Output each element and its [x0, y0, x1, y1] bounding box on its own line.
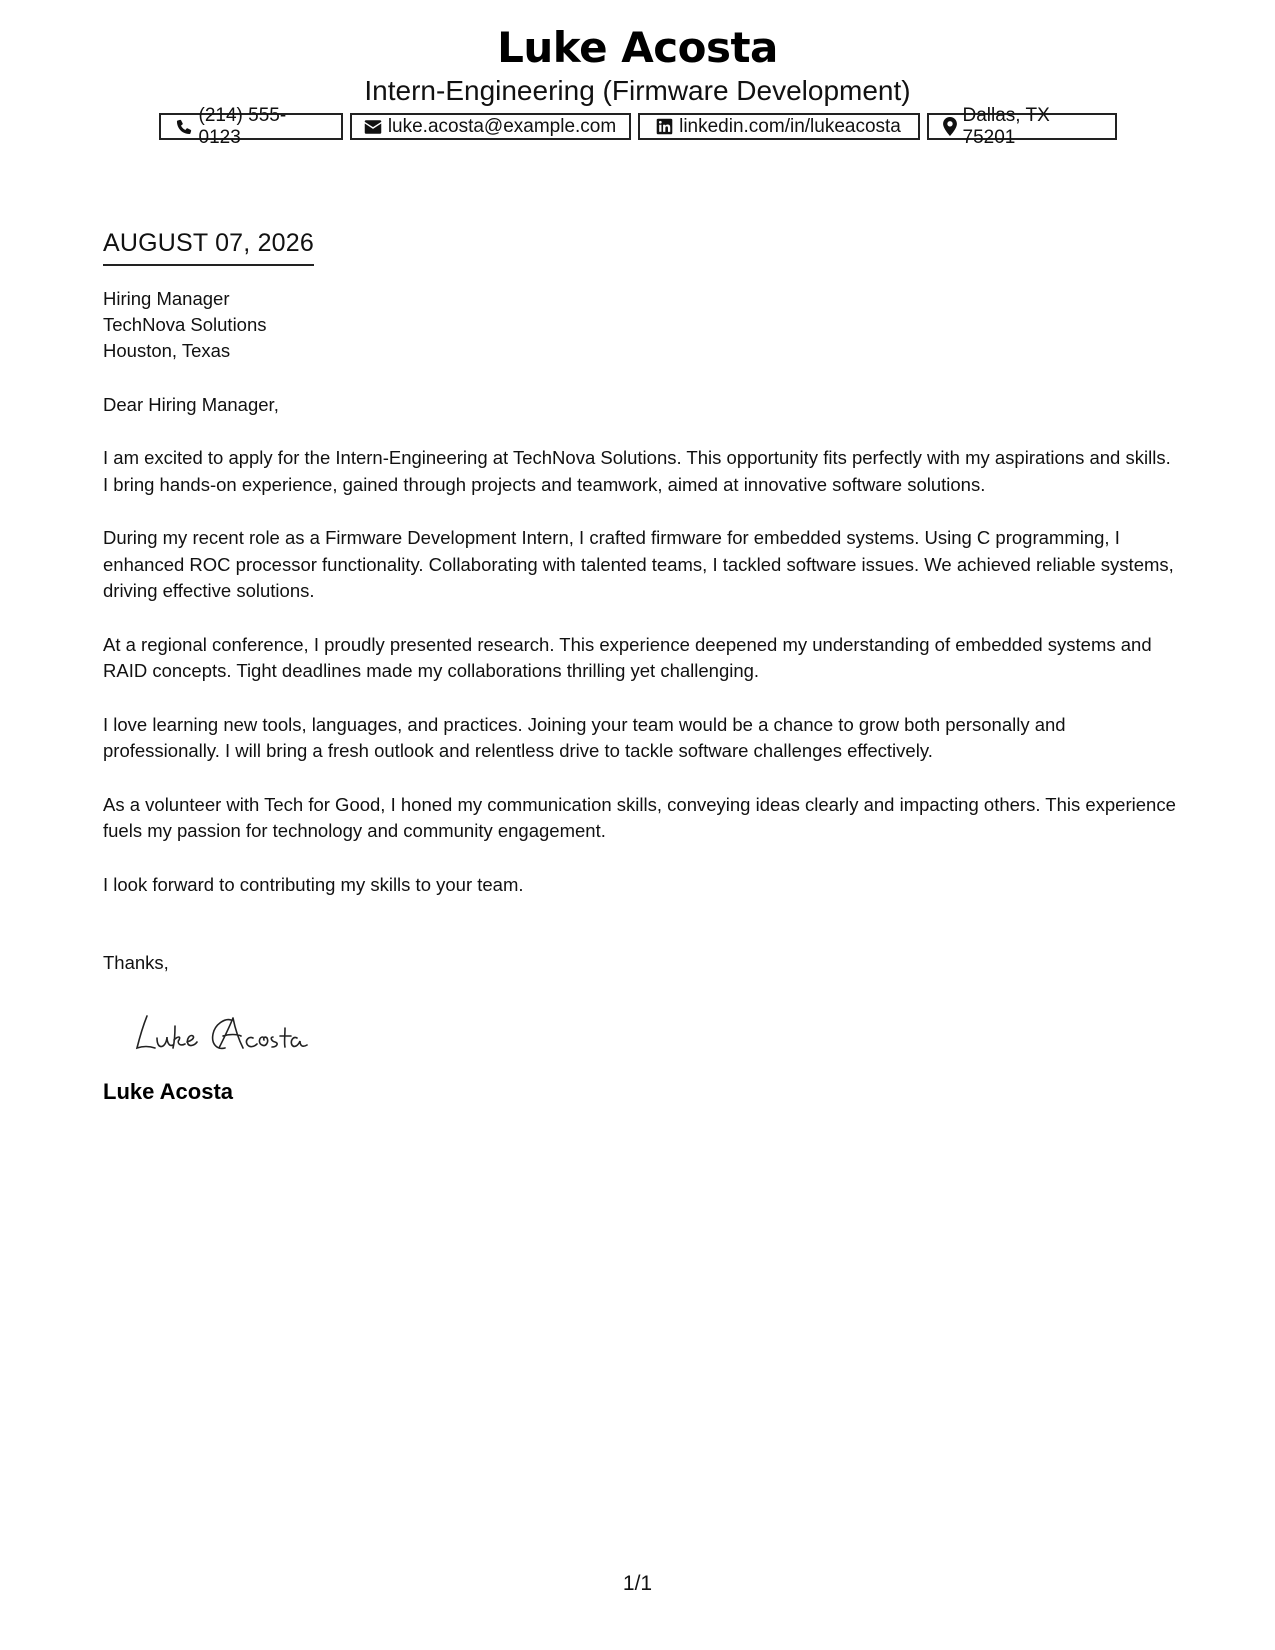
- handwritten-signature: [133, 1006, 1178, 1064]
- salutation: Dear Hiring Manager,: [103, 394, 279, 415]
- body-paragraph: I look forward to contributing my skills to your team.: [103, 873, 524, 895]
- recipient-block: [103, 286, 1178, 364]
- phone-chip: [159, 104, 343, 148]
- body-paragraph: During my recent role as a Firmware Development Intern, I crafted firmware for embedded systems. Using C programming, I enhanced ROC processor functionality. Collaborating with talented teams, I tackled software issues. We achieved reliable systems, driving effective solutions.: [103, 527, 1174, 601]
- signed-name: Luke Acosta: [103, 1079, 234, 1104]
- phone-number: (214) 555-0123: [198, 104, 287, 148]
- contact-bar: [0, 104, 1275, 148]
- recipient-line: Hiring Manager: [103, 288, 230, 309]
- applicant-name: Luke Acosta: [497, 23, 778, 72]
- linkedin-chip: [638, 113, 920, 140]
- letter-body: [103, 228, 1178, 1106]
- letter-date: AUGUST 07, 2026: [103, 228, 314, 266]
- letter-header: [0, 22, 1275, 108]
- closing: Thanks,: [103, 952, 169, 973]
- recipient-line: TechNova Solutions: [103, 314, 267, 335]
- page-number: 1/1: [622, 1572, 653, 1595]
- envelope-icon: [364, 119, 382, 135]
- email-chip: [350, 113, 631, 140]
- linkedin-url: linkedin.com/in/lukeacosta: [679, 115, 901, 137]
- signature-graphic: [133, 1006, 333, 1064]
- applicant-title: Intern-Engineering (Firmware Development): [364, 75, 911, 106]
- linkedin-icon: [656, 118, 673, 135]
- location-text: Dallas, TX 75201: [962, 104, 1050, 148]
- email-address: luke.acosta@example.com: [387, 115, 617, 137]
- phone-icon: [175, 118, 193, 136]
- location-chip: [927, 104, 1117, 148]
- body-paragraph: At a regional conference, I proudly presented research. This experience deepened my understanding of embedded systems and RAID concepts. Tight deadlines made my collaborations thrilling yet challenging.: [103, 633, 1152, 681]
- recipient-line: Houston, Texas: [103, 340, 231, 361]
- body-paragraph: As a volunteer with Tech for Good, I honed my communication skills, conveying ideas clearly and impacting others. This experience fuels my passion for technology and community engagement.: [103, 793, 1176, 841]
- body-paragraph: I am excited to apply for the Intern-Engineering at TechNova Solutions. This opportunity fits perfectly with my aspirations and skills. I bring hands-on experience, gained through projects and teamwork, aimed at innovative software solutions.: [103, 447, 1171, 495]
- map-pin-icon: [943, 117, 957, 136]
- body-paragraph: I love learning new tools, languages, and practices. Joining your team would be a chance to grow both personally and professionally. I will bring a fresh outlook and relentless drive to tackle software challenges effectively.: [103, 713, 1066, 761]
